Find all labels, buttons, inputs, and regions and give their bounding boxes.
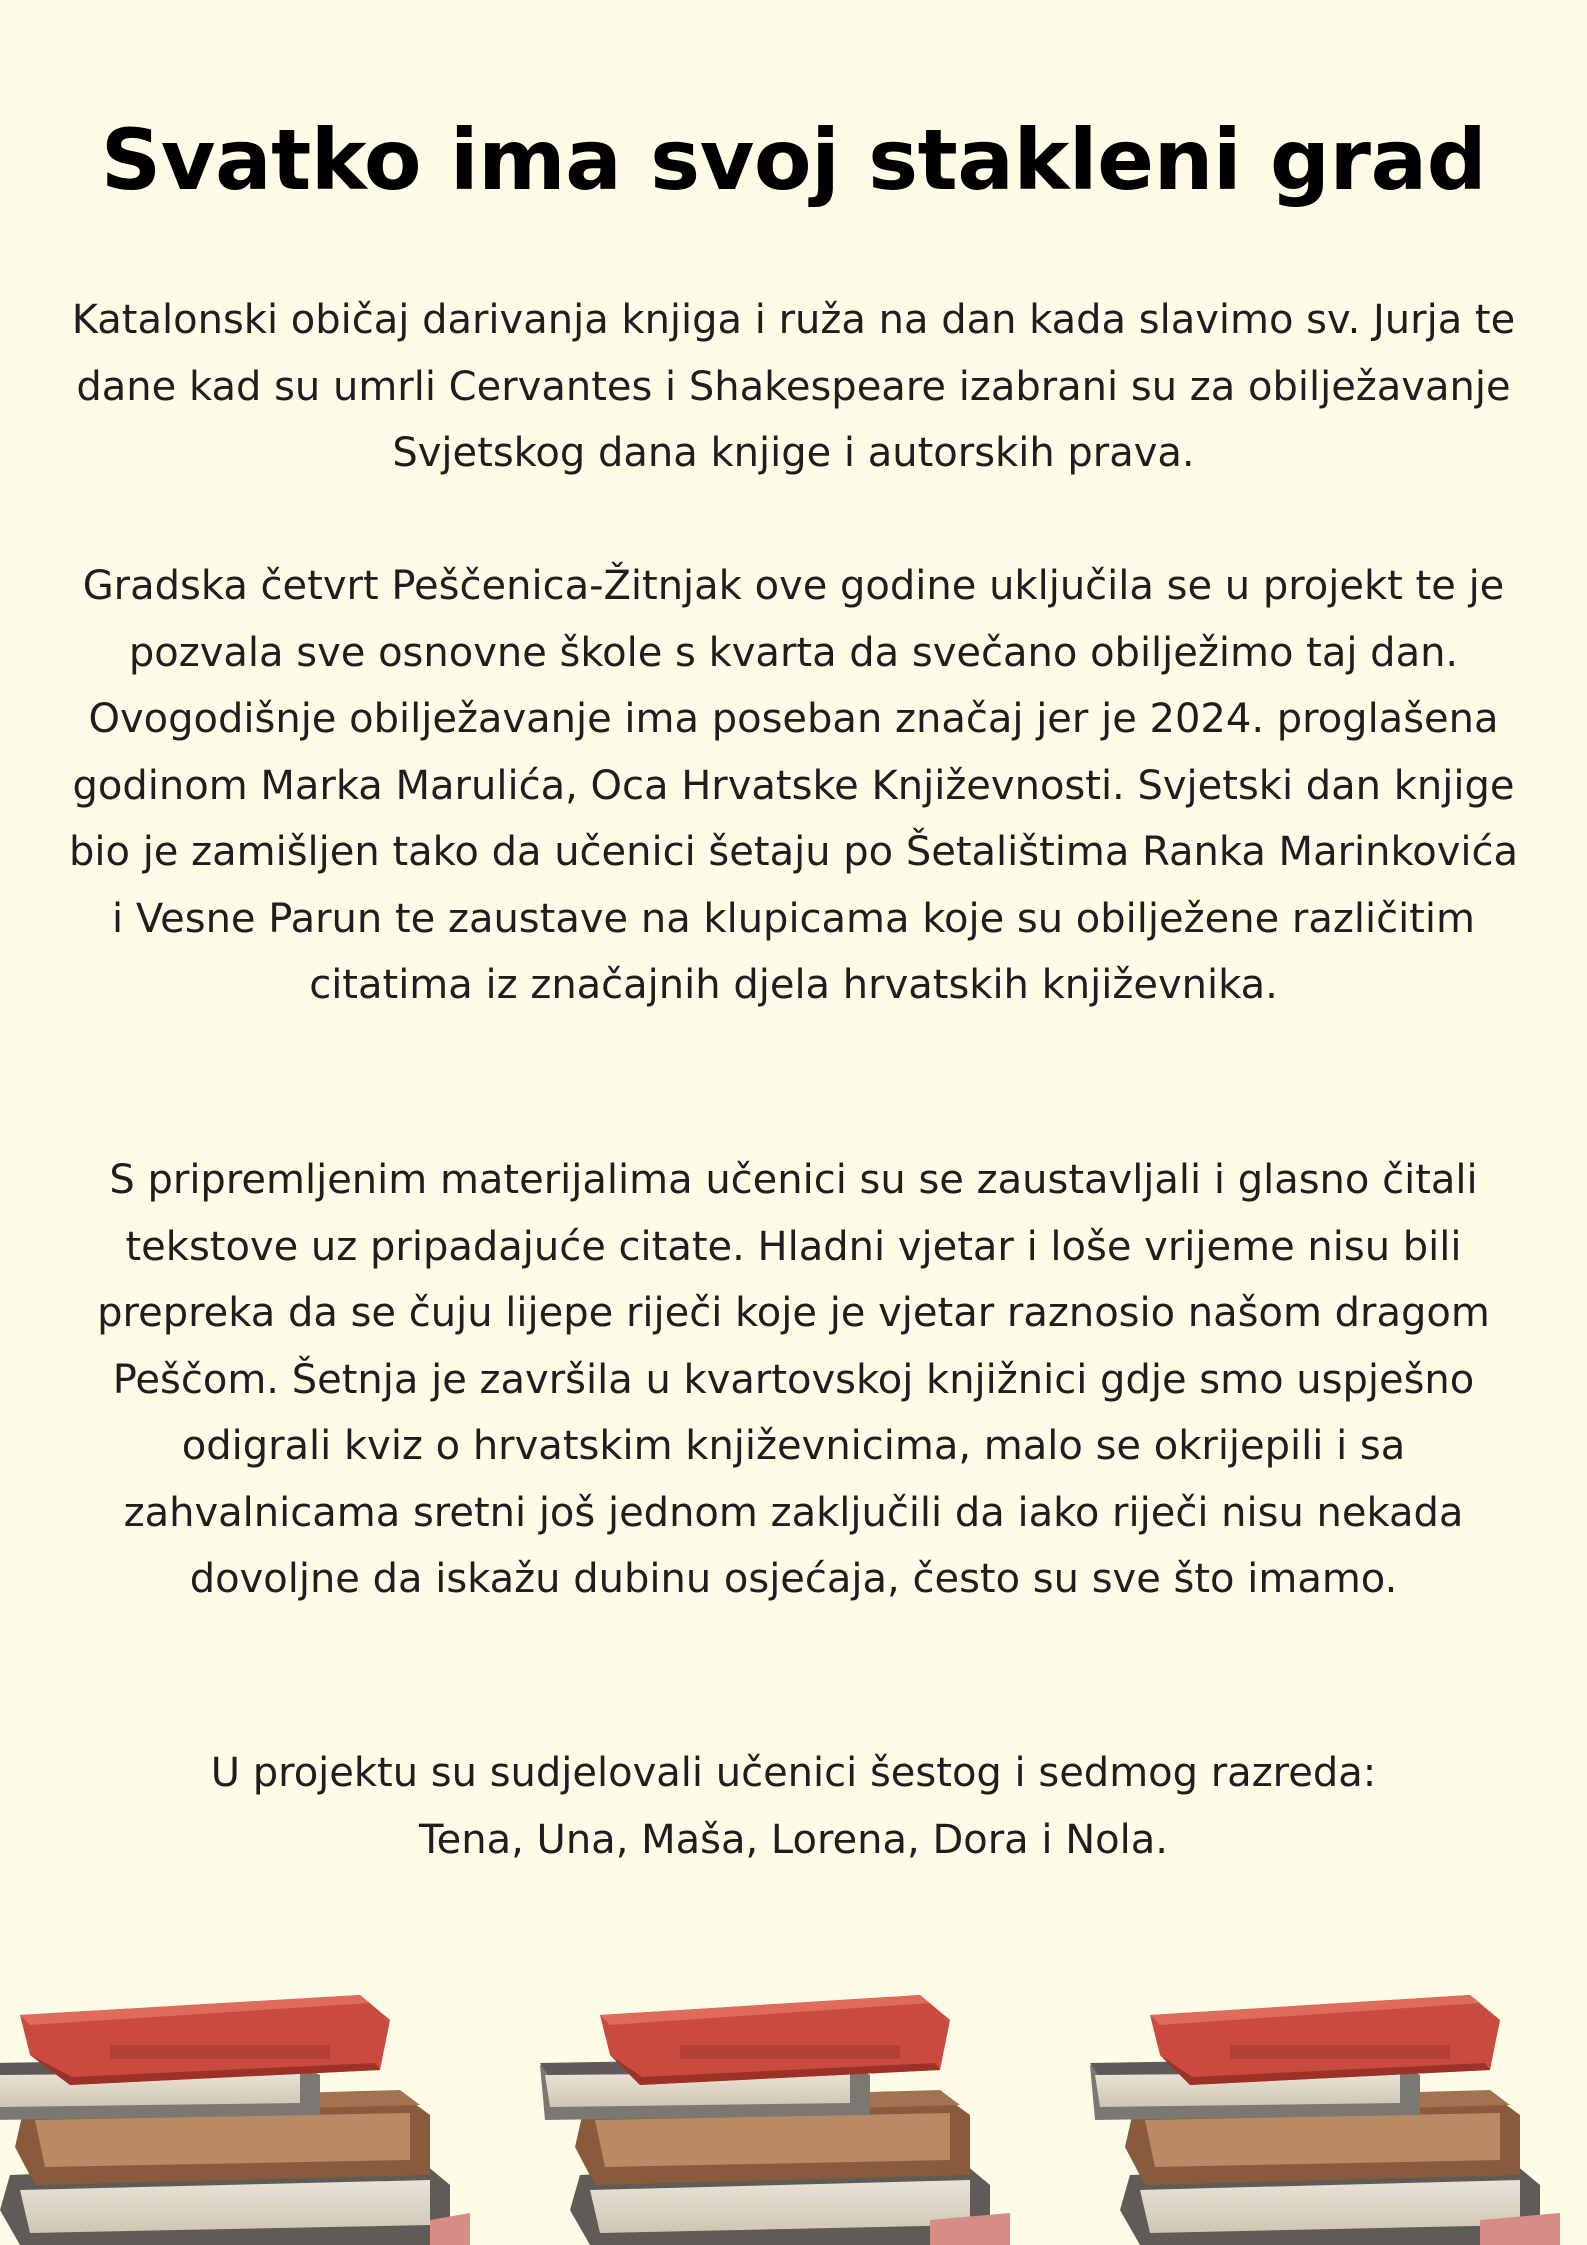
participants-heading: U projektu su sudjelovali učenici šestog i sedmog razreda: — [210, 1750, 1377, 1796]
participants-names: Tena, Una, Maša, Lorena, Dora i Nola. — [419, 1816, 1168, 1863]
paragraph-project: Gradska četvrt Peščenica-Žitnjak ove godine uključila se u projekt te je pozvala sve osnovne škole s kvarta da svečano obilježimo taj dan. Ovogodišnje obilježavanje ima poseban značaj jer je 2024. proglašena godinom Marka Marulića, Oca Hrvatske Književnosti. Svjetski dan knjige bio je zamišljen tako da učenici šetaju po Šetalištima Ranka Marinkovića i Vesne Parun te zaustave na klupicama koje su obilježene različitim citatima iz značajnih djela hrvatskih književnika. — [69, 563, 1518, 1008]
book-stack-image — [1080, 1975, 1560, 2245]
book-stack-image — [0, 1975, 470, 2245]
page-title: Svatko ima svoj stakleni grad — [100, 111, 1487, 209]
paragraph-intro: Katalonski običaj darivanja knjiga i ruža na dan kada slavimo sv. Jurja te dane kad su umrli Cervantes i Shakespeare izabrani su za obilježavanje Svjetskog dana knjige i autorskih prava. — [71, 297, 1516, 476]
paragraph-walk: S pripremljenim materijalima učenici su se zaustavljali i glasno čitali tekstove uz pripadajuće citate. Hladni vjetar i loše vrijeme nisu bili prepreka da se čuju lijepe riječi koje je vjetar raznosio našom dragom Peščom. Šetnja je završila u kvartovskoj knjižnici gdje smo uspješno odigrali kviz o hrvatskim književnicima, malo se okrijepili i sa zahvalnicama sretni još jednom zaključili da iako riječi nisu nekada dovoljne da iskažu dubinu osjećaja, često su sve što imamo. — [97, 1157, 1490, 1602]
book-stack-image — [530, 1975, 1010, 2245]
participants-block — [60, 1740, 1527, 1873]
books-decoration-row — [0, 1975, 1587, 2245]
